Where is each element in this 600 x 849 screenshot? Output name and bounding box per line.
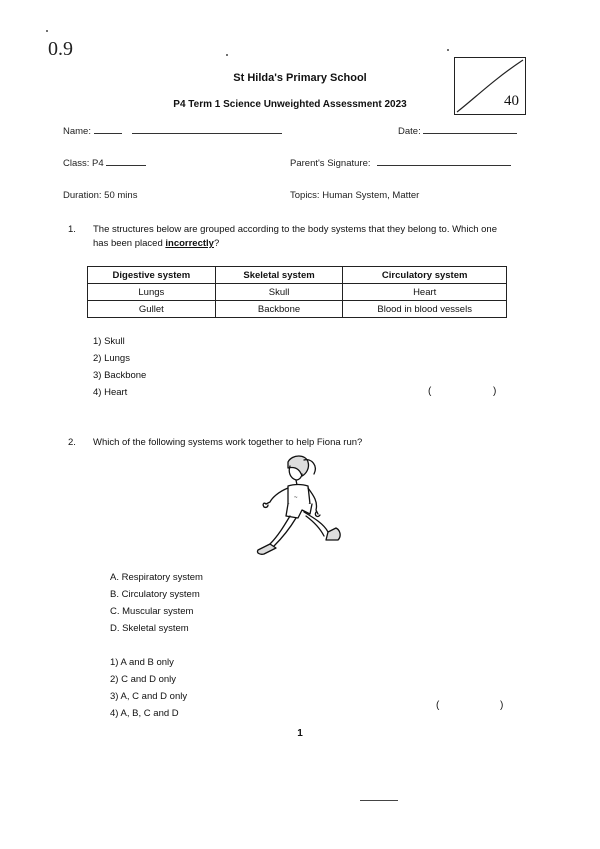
option-item[interactable]: 3) A, C and D only <box>110 691 188 702</box>
name-field <box>63 124 282 137</box>
table-cell: Blood in blood vessels <box>343 301 507 318</box>
signature-label: Parent's Signature: <box>290 158 371 169</box>
signature-field <box>290 156 511 169</box>
table-cell: Heart <box>343 284 507 301</box>
option-item[interactable]: 1) A and B only <box>110 657 174 668</box>
total-marks: 40 <box>504 93 519 109</box>
question-2-answer-field[interactable] <box>450 694 498 712</box>
table-row <box>88 301 507 318</box>
table-cell: Gullet <box>88 301 216 318</box>
question-1-answer-field[interactable] <box>442 380 490 398</box>
question-1-text-before: The structures below are grouped according to the body systems that they belong to. Which one has been placed <box>93 224 497 249</box>
topics: Topics: Human System, Matter <box>290 190 420 201</box>
date-field <box>398 124 517 137</box>
running-girl-icon <box>248 452 348 562</box>
system-item: B. Circulatory system <box>110 589 200 600</box>
question-1-emphasis: incorrectly <box>165 238 214 249</box>
name-line[interactable] <box>132 124 282 134</box>
date-line[interactable] <box>423 124 517 134</box>
body-systems-table <box>87 266 507 318</box>
table-row <box>88 284 507 301</box>
table-cell: Backbone <box>215 301 343 318</box>
question-1-text-after: ? <box>213 238 220 249</box>
question-1-text <box>93 223 513 251</box>
system-item: C. Muscular system <box>110 606 194 617</box>
question-1-options <box>93 333 146 401</box>
scan-speck <box>226 54 228 56</box>
option-item[interactable]: 4) Heart <box>93 387 128 398</box>
question-2-systems <box>110 569 203 637</box>
score-box <box>454 57 526 115</box>
option-item[interactable]: 2) Lungs <box>93 353 130 364</box>
page-number: 1 <box>297 728 303 739</box>
school-name: St Hilda's Primary School <box>233 72 367 84</box>
answer-bracket-close: ) <box>500 700 504 711</box>
svg-text:~: ~ <box>294 495 298 501</box>
signature-line[interactable] <box>377 156 511 166</box>
duration: Duration: 50 mins <box>63 190 138 201</box>
scan-speck <box>447 49 449 51</box>
system-item: A. Respiratory system <box>110 572 203 583</box>
answer-bracket-close: ) <box>493 386 497 397</box>
answer-bracket-open: ( <box>428 386 432 397</box>
assessment-title: P4 Term 1 Science Unweighted Assessment 2023 <box>173 99 407 110</box>
question-2-number: 2. <box>68 437 76 448</box>
option-item[interactable]: 1) Skull <box>93 336 125 347</box>
option-item[interactable]: 2) C and D only <box>110 674 177 685</box>
class-label: Class: P4 <box>63 158 104 169</box>
option-item[interactable]: 4) A, B, C and D <box>110 708 179 719</box>
footer-line <box>360 800 398 801</box>
name-line[interactable] <box>94 124 122 134</box>
system-item: D. Skeletal system <box>110 623 189 634</box>
table-header-cell: Circulatory system <box>343 267 507 284</box>
question-2-text: Which of the following systems work together to help Fiona run? <box>93 437 363 448</box>
class-line[interactable] <box>106 156 146 166</box>
date-label: Date: <box>398 126 421 137</box>
scan-speck <box>46 30 48 32</box>
class-field <box>63 156 146 169</box>
option-item[interactable]: 3) Backbone <box>93 370 147 381</box>
table-cell: Skull <box>215 284 343 301</box>
table-header-cell: Skeletal system <box>215 267 343 284</box>
table-header-cell: Digestive system <box>88 267 216 284</box>
answer-bracket-open: ( <box>436 700 440 711</box>
name-label: Name: <box>63 126 91 137</box>
question-2-options <box>110 654 187 722</box>
table-cell: Lungs <box>88 284 216 301</box>
question-1-number: 1. <box>68 224 76 235</box>
table-header-row <box>88 267 507 284</box>
handwritten-mark: 0.9 <box>48 38 73 60</box>
